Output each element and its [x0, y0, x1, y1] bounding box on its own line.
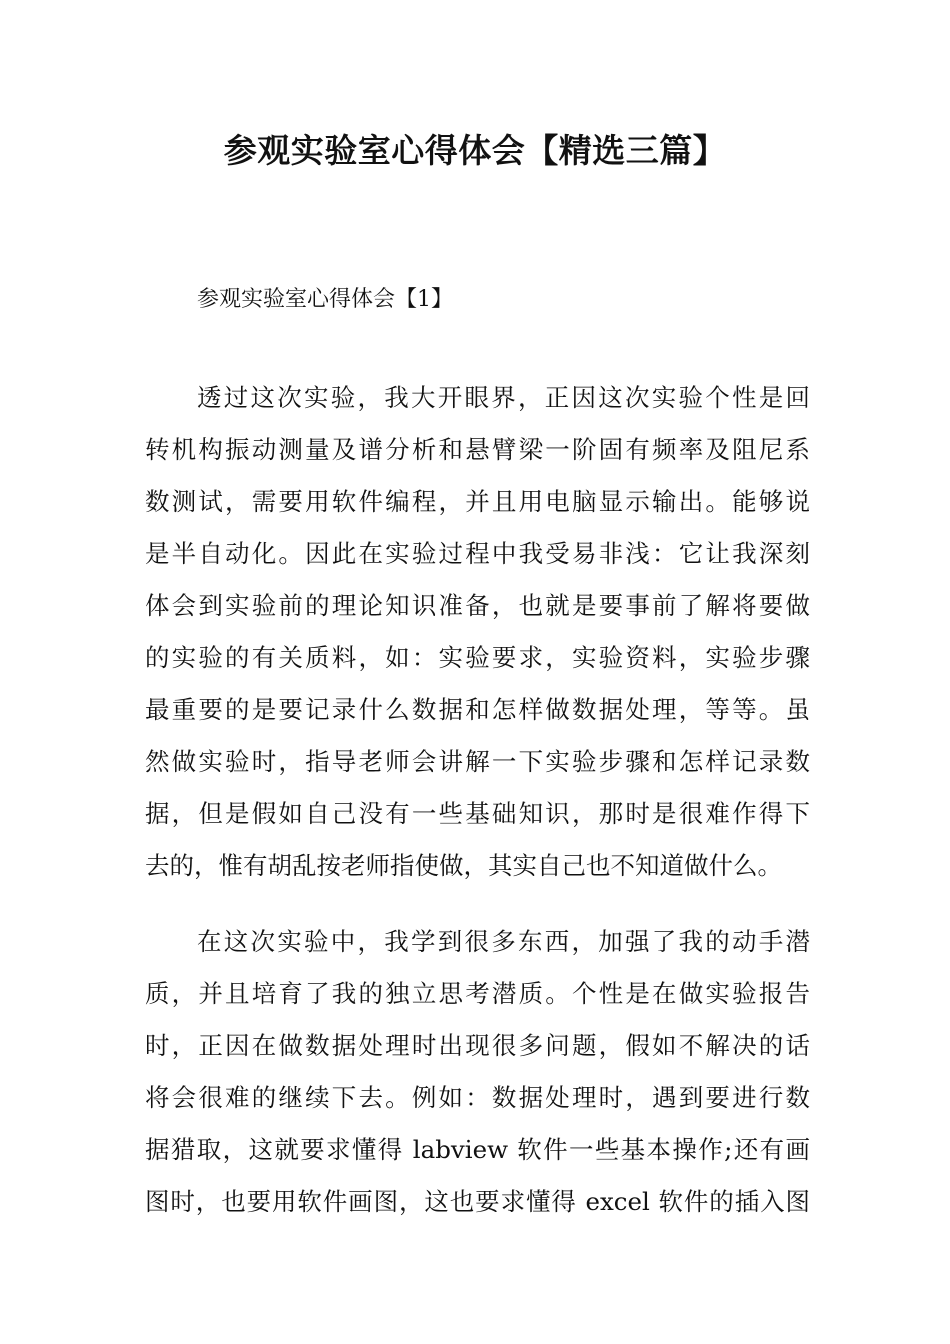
- paragraph-line: 然做实验时，指导老师会讲解一下实验步骤和怎样记录数: [145, 747, 810, 776]
- paragraph-line: 质，并且培育了我的独立思考潜质。个性是在做实验报告: [145, 979, 810, 1008]
- paragraph-line: 透过这次实验，我大开眼界，正因这次实验个性是回: [197, 383, 810, 412]
- paragraph-line: 的实验的有关质料，如：实验要求，实验资料，实验步骤: [145, 643, 810, 672]
- paragraph-line: 在这次实验中，我学到很多东西，加强了我的动手潜: [197, 927, 810, 956]
- paragraph-line: 据，但是假如自己没有一些基础知识，那时是很难作得下: [145, 799, 810, 828]
- paragraph-line: 体会到实验前的理论知识准备，也就是要事前了解将要做: [145, 591, 810, 620]
- paragraph-line: 数测试，需要用软件编程，并且用电脑显示输出。能够说: [145, 487, 810, 516]
- paragraph-1: [145, 372, 810, 892]
- paragraph-line: 最重要的是要记录什么数据和怎样做数据处理，等等。虽: [145, 695, 810, 724]
- paragraph-2: [145, 916, 810, 1228]
- paragraph-line: 去的，惟有胡乱按老师指使做，其实自己也不知道做什么。: [145, 851, 782, 880]
- paragraph-line: 据猎取，这就要求懂得 labview 软件一些基本操作;还有画: [145, 1135, 810, 1164]
- paragraph-line: 转机构振动测量及谱分析和悬臂梁一阶固有频率及阻尼系: [145, 435, 810, 464]
- page-title: 参观实验室心得体会【精选三篇】: [223, 131, 727, 170]
- paragraph-line: 是半自动化。因此在实验过程中我受易非浅：它让我深刻: [145, 539, 810, 568]
- paragraph-line: 时，正因在做数据处理时出现很多问题，假如不解决的话: [145, 1031, 810, 1060]
- paragraph-line: 图时，也要用软件画图，这也要求懂得 excel 软件的插入图: [145, 1187, 810, 1216]
- section-heading: 参观实验室心得体会【1】: [197, 287, 453, 312]
- paragraph-line: 将会很难的继续下去。例如：数据处理时，遇到要进行数: [145, 1083, 810, 1112]
